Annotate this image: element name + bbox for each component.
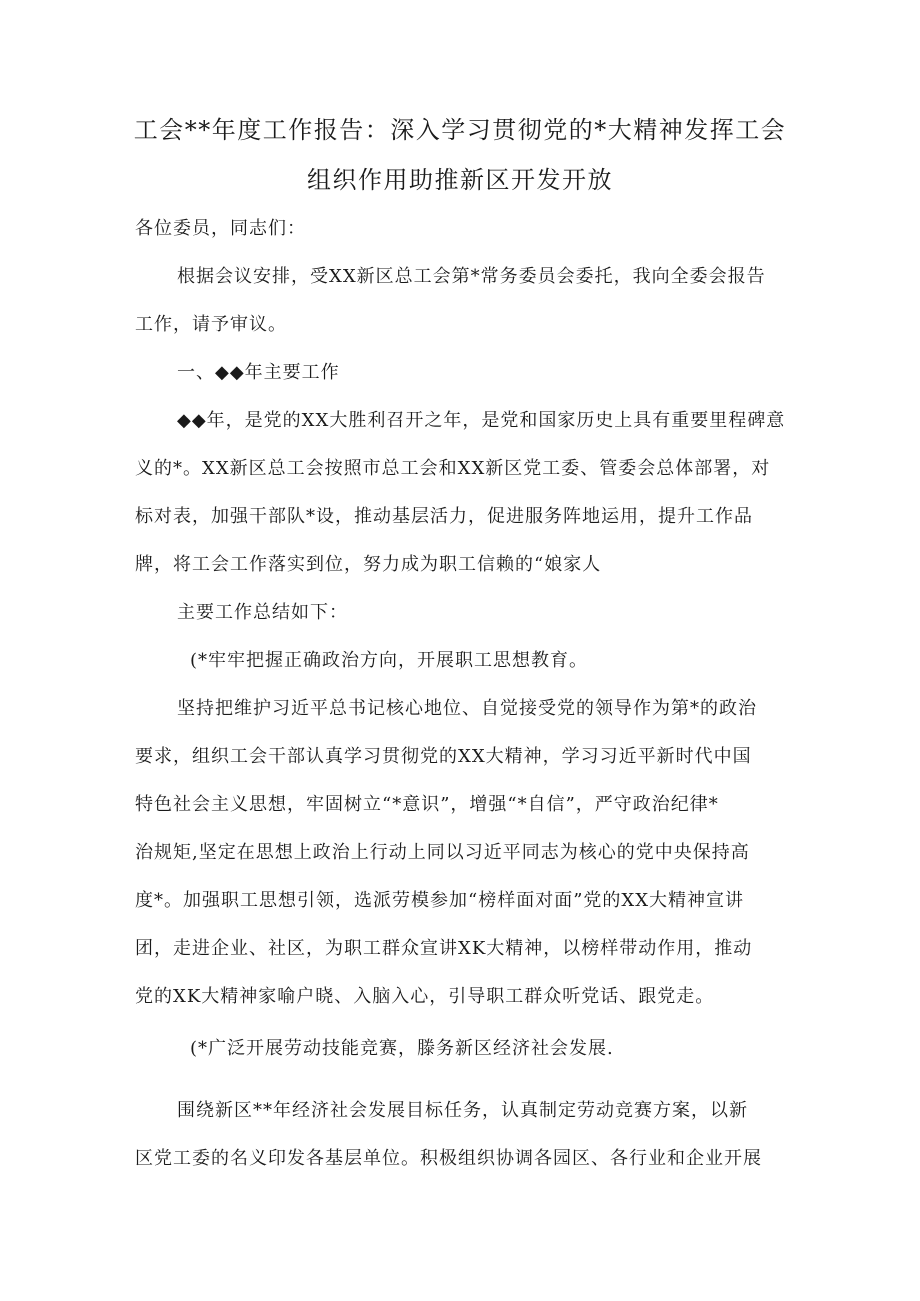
subsection-heading: (*广泛开展劳动技能竞赛，滕务新区经济社会发展. xyxy=(190,1038,614,1059)
paragraph-line: 义的*。XX新区总工会按照市总工会和XX新区党工委、管委会总体部署，对 xyxy=(135,458,771,479)
paragraph-line: 特色社会主义思想，牢固树立“*意识”，增强“*自信”，严守政治纪律* xyxy=(135,794,719,815)
salutation: 各位委员，同志们： xyxy=(135,218,306,239)
paragraph-line: ◆◆年，是党的XX大胜利召开之年，是党和国家历史上具有重要里程碑意 xyxy=(177,410,786,431)
paragraph-line: 度*。加强职工思想引领，选派劳模参加“榜样面对面”党的XX大精神宣讲 xyxy=(135,890,745,911)
intro-line: 工作，请予审议。 xyxy=(135,314,287,335)
document-title-line-1: 工会**年度工作报告：深入学习贯彻党的*大精神发挥工会 xyxy=(133,116,787,144)
paragraph-line: 牌，将工会工作落实到位，努力成为职工信赖的“娘家人 xyxy=(135,554,602,575)
paragraph-line: 坚持把维护习近平总书记核心地位、自觉接受党的领导作为第*的政治 xyxy=(177,698,757,719)
paragraph-line: 团，走进企业、社区，为职工群众宣讲XK大精神，以榜样带动作用，推动 xyxy=(135,938,753,959)
paragraph-line: 党的XK大精神家喻户晓、入脑入心，引导职工群众听党话、跟党走。 xyxy=(135,986,715,1007)
summary-intro: 主要工作总结如下： xyxy=(177,602,348,623)
paragraph-line: 治规矩,坚定在思想上政治上行动上同以习近平同志为核心的党中央保持高 xyxy=(135,842,750,863)
paragraph-line: 标对表，加强干部队*设，推动基层活力，促进服务阵地运用，提升工作品 xyxy=(135,506,753,527)
subsection-heading: (*牢牢把握正确政治方向，开展职工思想教育。 xyxy=(190,650,589,671)
paragraph-line: 要求，组织工会干部认真学习贯彻党的XX大精神，学习习近平新时代中国 xyxy=(135,746,752,767)
paragraph-line: 区党工委的名义印发各基层单位。积极组织协调各园区、各行业和企业开展 xyxy=(135,1148,762,1169)
paragraph-line: 围绕新区**年经济社会发展目标任务，认真制定劳动竞赛方案，以新 xyxy=(177,1100,748,1121)
intro-line: 根据会议安排，受XX新区总工会第*常务委员会委托，我向全委会报告 xyxy=(177,266,766,287)
document-title-line-2: 组织作用助推新区开发开放 xyxy=(307,166,613,194)
section-heading: 一、◆◆年主要工作 xyxy=(177,362,340,383)
